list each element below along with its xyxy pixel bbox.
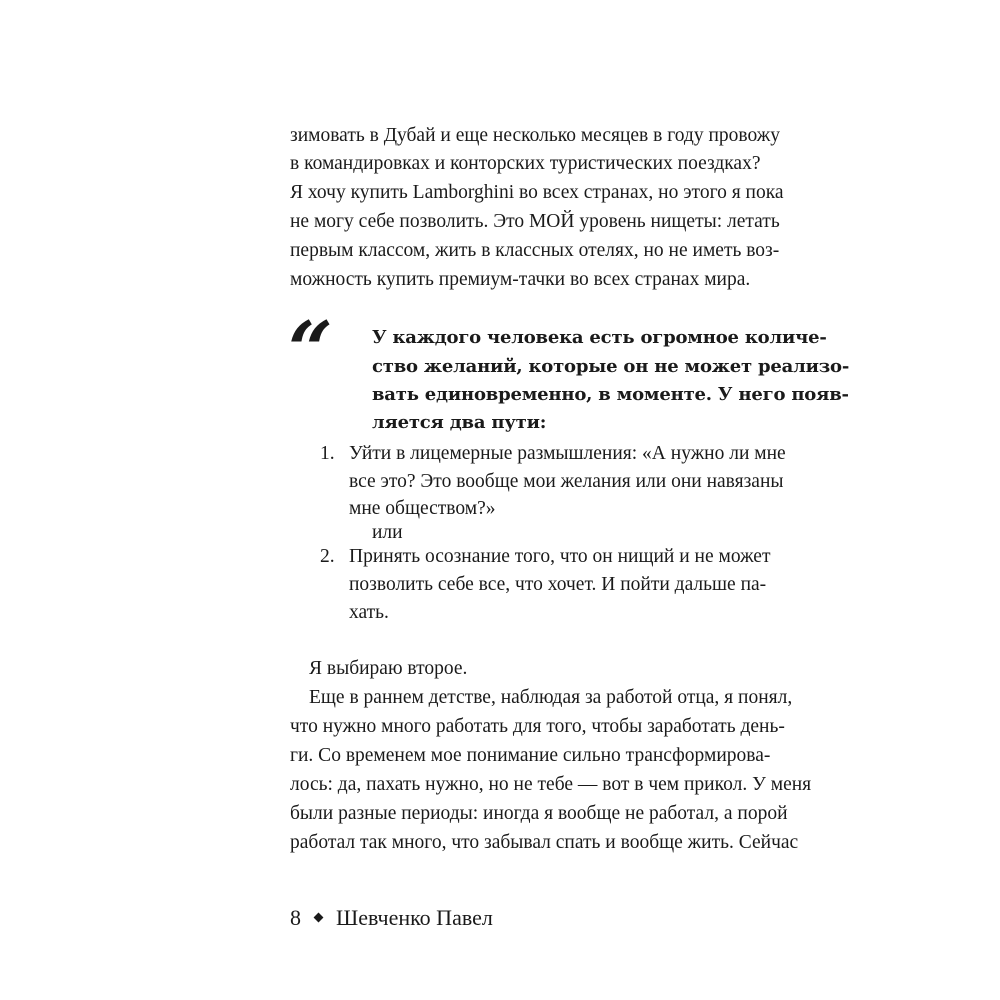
- text-line: в командировках и конторских туристических поездках?: [290, 153, 761, 174]
- text-line: можность купить премиум-тачки во всех странах мира.: [290, 269, 751, 290]
- text-line: Я выбираю второе.: [309, 658, 468, 679]
- text-line: Я хочу купить Lamborghini во всех странах, но этого я пока: [290, 182, 784, 203]
- list-item-line: хать.: [349, 602, 389, 623]
- text-line: работал так много, что забывал спать и вообще жить. Сейчас: [290, 832, 799, 853]
- quote-line: ляется два пути:: [372, 412, 547, 433]
- text-line: Еще в раннем детстве, наблюдая за работой отца, я понял,: [309, 687, 793, 708]
- quote-mark-icon: “: [288, 305, 333, 396]
- quote-line: ство желаний, которые он не может реализо-: [372, 356, 850, 377]
- text-line: лось: да, пахать нужно, но не тебе — вот в чем прикол. У меня: [290, 774, 812, 795]
- list-item-line: Уйти в лицемерные размышления: «А нужно ли мне: [349, 443, 786, 464]
- text-line: были разные периоды: иногда я вообще не работал, а порой: [290, 803, 788, 824]
- text-line: что нужно много работать для того, чтобы заработать день-: [290, 716, 785, 737]
- text-line: зимовать в Дубай и еще несколько месяцев в году провожу: [290, 125, 780, 146]
- list-item-line: все это? Это вообще мои желания или они навязаны: [349, 471, 784, 492]
- text-line: не могу себе позволить. Это МОЙ уровень нищеты: летать: [290, 211, 780, 232]
- list-number: 1.: [320, 443, 335, 464]
- quote-line: У каждого человека есть огромное количе-: [372, 327, 827, 348]
- diamond-separator-icon: [314, 913, 324, 923]
- list-number: 2.: [320, 546, 335, 567]
- list-item-line: позволить себе все, что хочет. И пойти дальше па-: [349, 574, 767, 595]
- page-footer: [290, 903, 493, 933]
- list-item-line: Принять осознание того, что он нищий и не может: [349, 546, 771, 567]
- author-name: Шевченко Павел: [336, 905, 493, 930]
- page-number: 8: [290, 905, 301, 930]
- list-or-word: или: [372, 522, 403, 543]
- list-item-line: мне обществом?»: [349, 498, 496, 519]
- quote-line: вать единовременно, в моменте. У него появ-: [372, 384, 849, 405]
- text-line: ги. Со временем мое понимание сильно трансформирова-: [290, 745, 771, 766]
- text-line: первым классом, жить в классных отелях, но не иметь воз-: [290, 240, 780, 261]
